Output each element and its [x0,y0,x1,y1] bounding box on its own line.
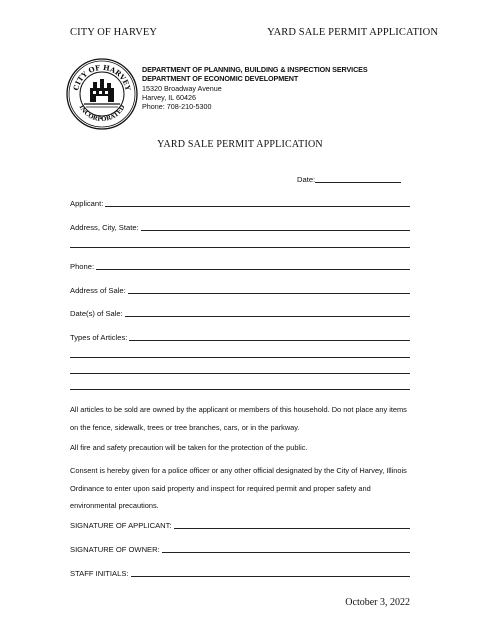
dates-of-sale-label: Date(s) of Sale: [70,309,123,318]
date-field[interactable] [297,175,401,184]
city-seal-logo [66,58,138,130]
articles-continuation-line-2[interactable] [70,373,410,374]
types-of-articles-input-line[interactable] [129,340,410,341]
address-city-state-field[interactable] [70,223,410,232]
date-label: Date: [297,175,316,184]
address-city-state-input-line[interactable] [141,230,410,231]
footer-revision-date: October 3, 2022 [345,597,410,608]
signature-of-owner-field[interactable] [70,545,410,554]
address-city-state-label: Address, City, State: [70,223,139,232]
applicant-input-line[interactable] [105,206,410,207]
dates-of-sale-field[interactable] [70,309,410,318]
department-info [142,65,368,111]
phone-label: Phone: [70,262,95,271]
articles-continuation-line-1[interactable] [70,357,410,358]
header-form-name: YARD SALE PERMIT APPLICATION [267,27,438,38]
signature-of-applicant-field[interactable] [70,521,410,530]
types-of-articles-label: Types of Articles: [70,333,128,342]
address-of-sale-input-line[interactable] [128,293,410,294]
articles-continuation-line-3[interactable] [70,389,410,390]
signature-of-applicant-line[interactable] [174,528,410,529]
department-street-address: 15320 Broadway Avenue [142,83,222,93]
phone-input-line[interactable] [96,269,410,270]
department-name-2: DEPARTMENT OF ECONOMIC DEVELOPMENT [142,74,299,84]
svg-text:INCORPORATED: INCORPORATED [77,103,127,124]
signature-of-owner-label: SIGNATURE OF OWNER: [70,545,160,554]
phone-field[interactable] [70,262,410,271]
svg-text:CITY OF HARVEY: CITY OF HARVEY [71,62,133,92]
department-name-1: DEPARTMENT OF PLANNING, BUILDING & INSPECTION SERVICES [142,65,368,74]
signature-of-owner-line[interactable] [162,552,410,553]
staff-initials-line[interactable] [131,576,410,577]
dates-of-sale-input-line[interactable] [125,316,410,317]
address-of-sale-field[interactable] [70,286,410,295]
form-title: YARD SALE PERMIT APPLICATION [157,139,323,150]
staff-initials-field[interactable] [70,569,410,578]
department-phone: Phone: 708-210-5300 [142,102,212,112]
date-input-line[interactable] [315,182,401,183]
signature-of-applicant-label: SIGNATURE OF APPLICANT: [70,521,172,530]
ownership-statement: All articles to be sold are owned by the applicant or members of this household. Do not place any items on the fence, sidewalk, trees or tree branches, cars, or in the parkway. [70,405,407,432]
address-continuation-line[interactable] [70,247,410,248]
department-city-state-zip: Harvey, IL 60426 [142,92,196,102]
applicant-field[interactable] [70,199,410,208]
consent-statement: Consent is hereby given for a police officer or any other official designated by the City of Harvey, Illinois Ordinance to enter upon said property and inspect for required permit and proper safety and environmental precautions. [70,466,407,510]
header-city-name: CITY OF HARVEY [70,27,158,38]
types-of-articles-field[interactable] [70,333,410,342]
staff-initials-label: STAFF INITIALS: [70,569,129,578]
fire-safety-statement: All fire and safety precaution will be taken for the protection of the public. [70,443,308,452]
address-of-sale-label: Address of Sale: [70,286,126,295]
applicant-label: Applicant: [70,199,104,208]
